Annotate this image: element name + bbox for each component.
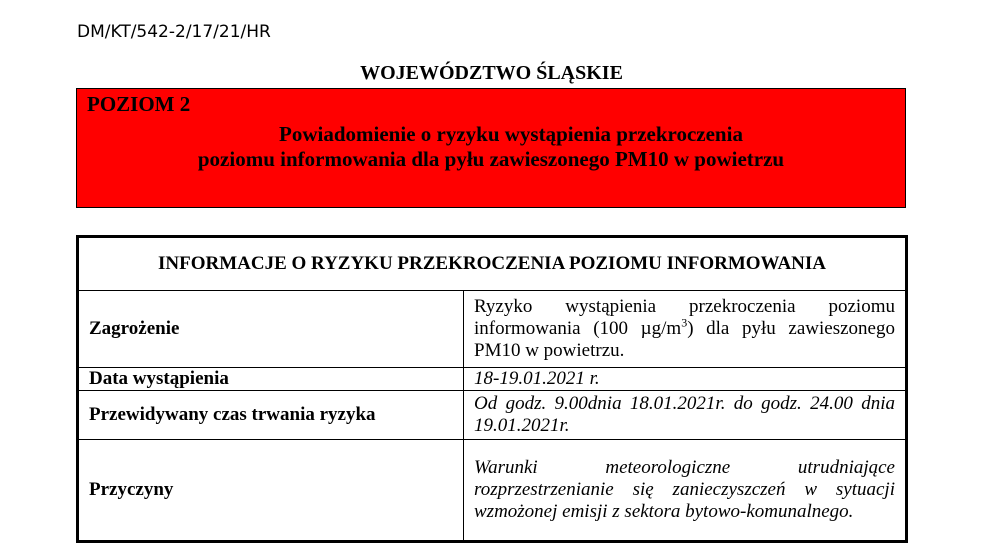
document-reference: DM/KT/542-2/17/21/HR xyxy=(77,22,271,42)
alert-level: POZIOM 2 xyxy=(87,92,191,116)
row-label-date: Data wystąpienia xyxy=(78,368,464,391)
threat-value-text: Ryzyko wystąpienia przekroczenia poziomu informowania (100 µg/m xyxy=(474,296,895,339)
region-heading: WOJEWÓDZTWO ŚLĄSKIE xyxy=(360,62,623,84)
row-label-duration: Przewidywany czas trwania ryzyka xyxy=(78,391,464,440)
row-value-duration: Od godz. 9.00dnia 18.01.2021r. do godz. 24.00 dnia 19.01.2021r. xyxy=(464,391,907,440)
table-header: INFORMACJE O RYZYKU PRZEKROCZENIA POZIOMU INFORMOWANIA xyxy=(78,237,907,291)
table-header-row xyxy=(78,237,907,291)
table-row xyxy=(78,368,907,391)
threat-value-text-end: ) dla pyłu zawieszonego PM10 w powietrzu. xyxy=(474,318,895,361)
table-row xyxy=(78,391,907,440)
table-row xyxy=(78,291,907,368)
row-value-threat xyxy=(464,291,907,368)
table-row xyxy=(78,440,907,542)
alert-title-line1: Powiadomienie o ryzyku wystąpienia przekroczenia xyxy=(279,122,743,146)
row-value-causes: Warunki meteorologiczne utrudniające rozprzestrzenianie się zanieczyszczeń w sytuacji wzmożonej emisji z sektora bytowo-komunalnego. xyxy=(464,440,907,542)
alert-title-line2: poziomu informowania dla pyłu zawieszonego PM10 w powietrzu xyxy=(197,147,785,171)
info-table xyxy=(76,235,908,543)
alert-banner xyxy=(76,88,906,208)
row-label-threat: Zagrożenie xyxy=(78,291,464,368)
threat-value-superscript: 3 xyxy=(681,315,688,330)
row-value-date: 18-19.01.2021 r. xyxy=(464,368,907,391)
row-label-causes: Przyczyny xyxy=(78,440,464,542)
